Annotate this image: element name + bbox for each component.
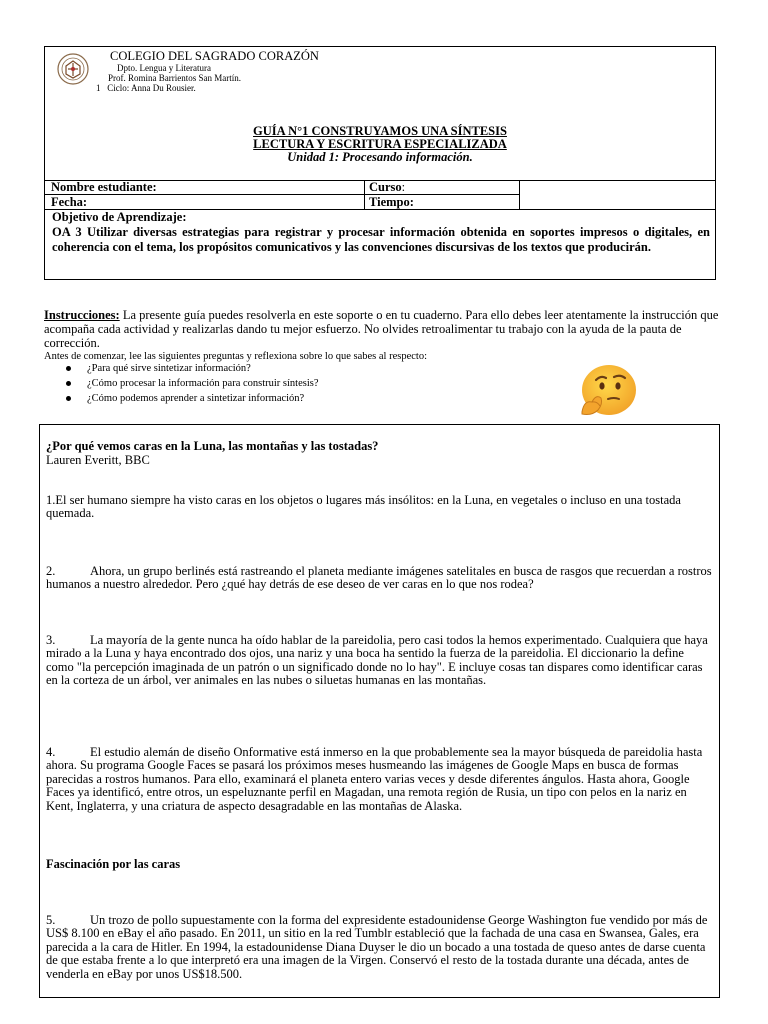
- article-paragraph-1: 1.El ser humano siempre ha visto caras en los objetos o lugares más insólitos: en la Luna, en vegetales o incluso en una tostada quemada.: [46, 493, 681, 521]
- instructions-text: La presente guía puedes resolverla en este soporte o en tu cuaderno. Para ello debes leer atentamente la instrucción que acompaña cada actividad y realizarlas dando tu mejor esfuerzo. No olvides retroalimentar tu trabajo con la ayuda de la pauta de corrección.: [44, 308, 719, 350]
- guide-title: GUÍA N°1 CONSTRUYAMOS UNA SÍNTESIS: [253, 124, 507, 138]
- article-title: ¿Por qué vemos caras en la Luna, las montañas y las tostadas?: [46, 439, 379, 453]
- table-divider-1: [364, 180, 365, 209]
- school-name: COLEGIO DEL SAGRADO CORAZÓN: [110, 49, 319, 63]
- date-label: Fecha:: [51, 195, 88, 209]
- department-line: Dpto. Lengua y Literatura: [117, 63, 211, 73]
- article-subheading: Fascinación por las caras: [46, 857, 181, 871]
- objective-label: Objetivo de Aprendizaje:: [52, 210, 187, 224]
- list-item: ¿Cómo procesar la información para construir síntesis?: [66, 378, 319, 389]
- article-paragraph-5: 5. Un trozo de pollo supuestamente con la forma del expresidente estadounidense George Washington fue vendido por más de US$ 8.100 en eBay el año pasado. En 2011, un sitio en la red Tumblr estableció que la fachada de una casa en Swansea, Gales, era parecida a la cara de Hitler. En 1994, la estadounidense Diana Duyser le dio un bocado a una tostada de queso antes de darse cuenta de que estaba frente a lo que interpretó era una imagen de la Virgen. Conservó el resto de la tostada durante una década, antes de venderla en eBay por unos US$18.500.: [46, 913, 708, 981]
- list-item: ¿Para qué sirve sintetizar información?: [66, 363, 251, 374]
- learning-objective: [52, 210, 710, 255]
- time-label: Tiempo:: [369, 195, 414, 209]
- objective-text: OA 3 Utilizar diversas estrategias para registrar y procesar información obtenida en soportes impresos o digitales, en coherencia con el tema, los propósitos comunicativos y las convenciones discursivas de los textos que producirán.: [52, 225, 710, 254]
- course-title: LECTURA Y ESCRITURA ESPECIALIZADA: [253, 137, 507, 151]
- unit-subtitle: Unidad 1: Procesando información.: [287, 150, 473, 164]
- before-starting-text: Antes de comenzar, lee las siguientes preguntas y reflexiona sobre lo que sabes al respecto:: [44, 351, 427, 362]
- course-label: Curso:: [369, 180, 406, 194]
- instructions-label: Instrucciones:: [44, 308, 120, 322]
- bullet-icon: [66, 381, 71, 386]
- article-paragraph-4: 4. El estudio alemán de diseño Onformative está inmerso en la que probablemente sea la mayor búsqueda de pareidolia hasta ahora. Su programa Google Faces se pasará los próximos meses husmeando las imágenes de Google Maps en busca de formas parecidas a rostros humanos. Para ello, examinará el planeta entero varias veces y desde diferentes ángulos. Hasta ahora, Google Faces ya identificó, entre otros, un espeluznante perfil en Magadan, una remota región de Rusia, un tipo con pelos en la nariz en Kent, Inglaterra, y una criatura de aspecto desagradable en las montañas de Alaska.: [46, 745, 703, 813]
- article-paragraph-2: 2. Ahora, un grupo berlinés está rastreando el planeta mediante imágenes satelitales en busca de rasgos que recuerdan a rostros humanos a nuestro alrededor. Pero ¿qué hay detrás de ese deseo de ver caras en lo que nos rodea?: [46, 564, 712, 592]
- student-name-label: Nombre estudiante:: [51, 180, 157, 194]
- professor-line: Prof. Romina Barrientos San Martín.: [108, 73, 241, 83]
- bullet-icon: [66, 396, 71, 401]
- article-author: Lauren Everitt, BBC: [46, 453, 150, 467]
- list-item: ¿Cómo podemos aprender a sintetizar información?: [66, 393, 304, 404]
- table-divider-2: [519, 180, 520, 209]
- article-paragraph-3: 3. La mayoría de la gente nunca ha oído hablar de la pareidolia, pero casi todos la hemos experimentado. Cualquiera que haya mirado a la Luna y haya encontrado dos ojos, una nariz y una boca ha sentido la fuerza de la pareidolia. El diccionario la define como "la percepción imaginada de un patrón o un significado donde no lo hay". E incluye cosas tan dispares como identificar caras en la corteza de un árbol, ver animales en las nubes o siluetas humanas en las montañas.: [46, 633, 708, 688]
- school-crest-icon: [56, 52, 90, 86]
- cycle-line: 1 Ciclo: Anna Du Rousier.: [96, 83, 196, 93]
- thinking-face-icon: [576, 364, 638, 418]
- bullet-icon: [66, 366, 71, 371]
- instructions: [44, 308, 720, 350]
